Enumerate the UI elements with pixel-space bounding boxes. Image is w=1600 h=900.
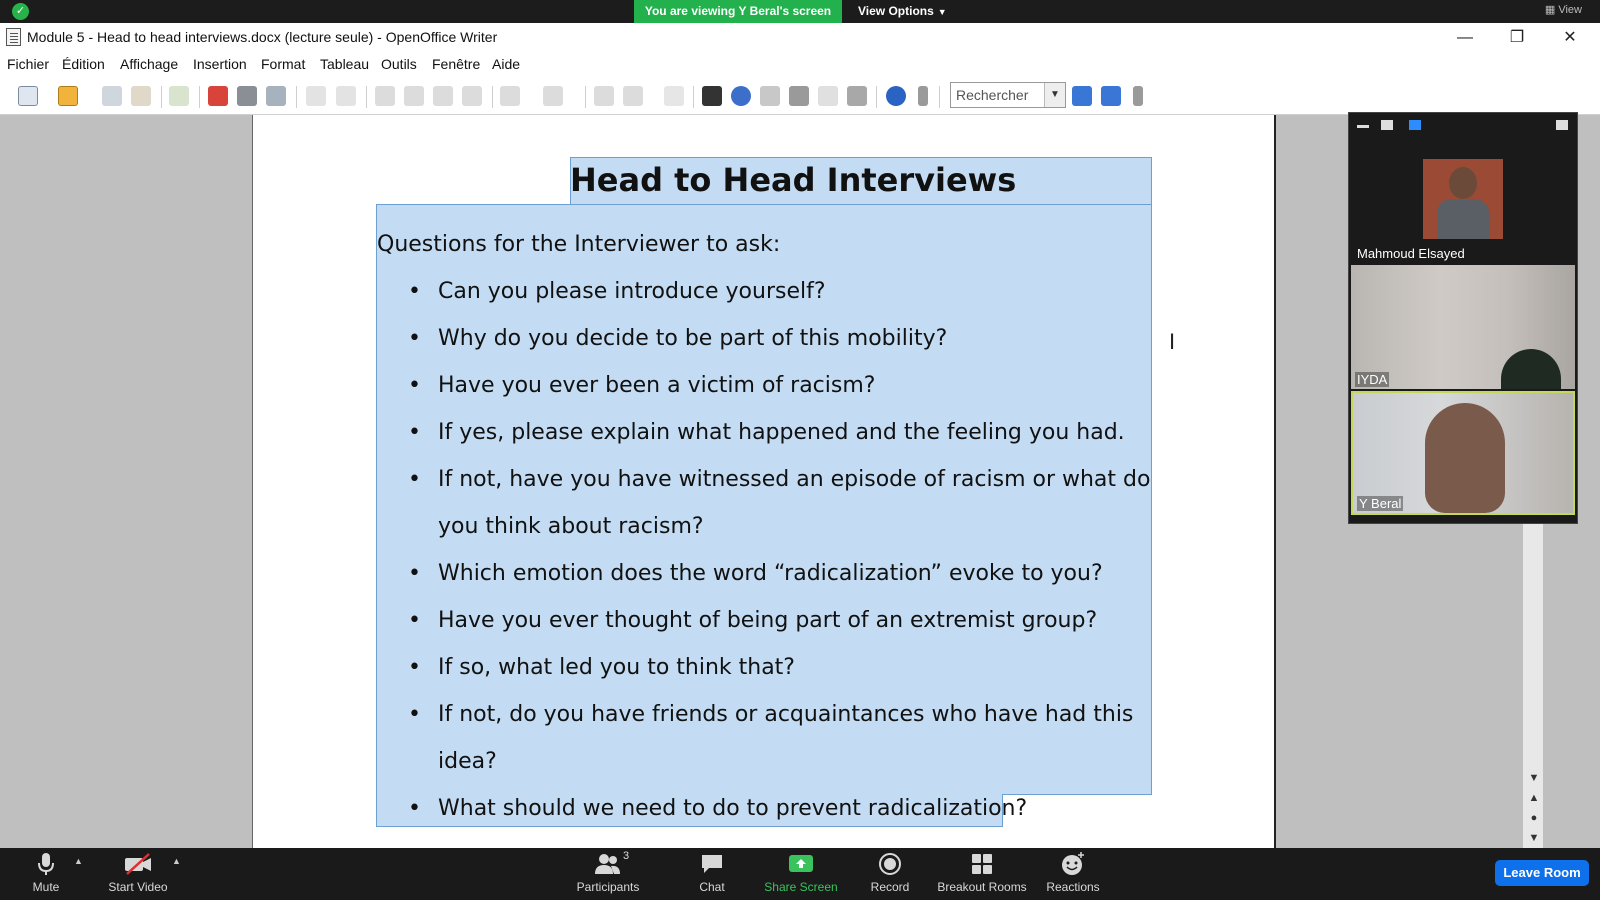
zoom-control-bar <box>0 848 1600 900</box>
toolbar-overflow-icon[interactable] <box>1133 86 1143 106</box>
menu-affichage[interactable]: Affichage <box>120 56 179 72</box>
share-screen-label: Share Screen <box>764 880 838 894</box>
participant-face <box>1425 403 1505 513</box>
participant-name: Mahmoud Elsayed <box>1357 246 1465 261</box>
export-pdf-icon[interactable] <box>208 86 228 106</box>
chat-icon <box>700 852 724 876</box>
toolbar-separator <box>876 86 877 108</box>
chevron-up-icon[interactable]: ▲ <box>172 856 181 866</box>
video-panel-header <box>1349 113 1577 137</box>
close-icon[interactable]: ✕ <box>1563 29 1577 46</box>
question-text: If not, have you have witnessed an episode of racism or what do <box>438 467 1151 492</box>
question-text: idea? <box>438 749 497 774</box>
bullet-icon: • <box>408 702 421 727</box>
bullet-icon: • <box>408 561 421 586</box>
toolbar-overflow-icon[interactable] <box>918 86 928 106</box>
toolbar-separator <box>492 86 493 108</box>
search-input[interactable]: Rechercher <box>950 82 1066 108</box>
participants-icon <box>593 852 623 876</box>
text-cursor-icon: I <box>1169 329 1176 354</box>
avatar-face <box>1449 167 1477 199</box>
question-text: Have you ever been a victim of racism? <box>438 373 876 398</box>
email-icon[interactable] <box>131 86 151 106</box>
bullet-icon: • <box>408 279 421 304</box>
minimize-video-icon[interactable] <box>1357 125 1369 128</box>
toolbar-separator <box>585 86 586 108</box>
question-text: If so, what led you to think that? <box>438 655 795 680</box>
participant-tile[interactable] <box>1351 265 1575 389</box>
chevron-up-icon[interactable]: ▲ <box>74 856 83 866</box>
chevron-down-icon: ▼ <box>937 7 947 17</box>
participant-name: IYDA <box>1357 372 1388 387</box>
chat-label: Chat <box>699 880 725 894</box>
shield-icon[interactable]: ✓ <box>12 3 29 20</box>
video-panel <box>1348 112 1578 524</box>
formatting-marks-icon[interactable] <box>818 86 838 106</box>
breakout-rooms-label: Breakout Rooms <box>937 880 1027 894</box>
data-sources-icon[interactable] <box>789 86 809 106</box>
chevron-down-icon[interactable]: ▼ <box>1044 83 1065 107</box>
toolbar-separator <box>693 86 694 108</box>
copy-icon[interactable] <box>404 86 424 106</box>
cut-icon[interactable] <box>375 86 395 106</box>
print-preview-icon[interactable] <box>266 86 286 106</box>
participant-tile-active[interactable] <box>1351 391 1575 515</box>
share-screen-icon <box>788 852 814 876</box>
edit-file-icon[interactable] <box>169 86 189 106</box>
minimize-icon[interactable]: — <box>1457 29 1473 46</box>
bullet-icon: • <box>408 608 421 633</box>
next-page-icon[interactable]: ▼ <box>1528 832 1540 844</box>
bullet-icon: • <box>408 420 421 445</box>
avatar-shirt <box>1437 199 1489 239</box>
participants-count: 3 <box>623 850 630 862</box>
save-icon[interactable] <box>102 86 122 106</box>
question-text: Which emotion does the word “radicalization” evoke to you? <box>438 561 1103 586</box>
hyperlink-icon[interactable] <box>594 86 614 106</box>
menu-outils[interactable]: Outils <box>381 56 417 72</box>
toolbar-separator <box>939 86 940 108</box>
redo-icon[interactable] <box>543 86 563 106</box>
toolbar-separator <box>366 86 367 108</box>
bullet-icon: • <box>408 796 421 821</box>
open-folder-icon[interactable] <box>58 86 78 106</box>
bullet-icon: • <box>408 655 421 680</box>
bullet-icon: • <box>408 467 421 492</box>
gallery-icon[interactable] <box>760 86 780 106</box>
restore-icon[interactable]: ❐ <box>1509 29 1525 46</box>
question-text: Can you please introduce yourself? <box>438 279 826 304</box>
view-options-label: View Options <box>858 4 934 18</box>
thumbnail-view-icon[interactable] <box>1381 120 1393 130</box>
participant-tile[interactable] <box>1351 139 1575 263</box>
avatar <box>1423 159 1503 239</box>
menu-insertion[interactable]: Insertion <box>193 56 247 72</box>
menu-tableau[interactable]: Tableau <box>320 56 370 72</box>
zoom-top-banner <box>0 0 1600 23</box>
autospellcheck-icon[interactable] <box>336 86 356 106</box>
paste-icon[interactable] <box>433 86 453 106</box>
toolbar-separator <box>161 86 162 108</box>
table-icon[interactable] <box>623 86 643 106</box>
writer-app-icon <box>6 28 21 46</box>
chair-shape <box>1501 349 1561 389</box>
menu-fichier[interactable]: Fichier <box>7 56 50 72</box>
toolbar-separator <box>296 86 297 108</box>
participants-label: Participants <box>576 880 640 894</box>
menu-edition[interactable]: Édition <box>62 56 105 72</box>
record-label: Record <box>870 880 910 894</box>
menu-fenetre[interactable]: Fenêtre <box>432 56 481 72</box>
menu-format[interactable]: Format <box>261 56 306 72</box>
draw-functions-icon[interactable] <box>664 86 684 106</box>
view-button-label: View <box>1558 4 1582 16</box>
viewing-banner: You are viewing Y Beral's screen <box>634 0 842 23</box>
question-text: What should we need to do to prevent radicalization? <box>438 796 1028 821</box>
question-text: Why do you decide to be part of this mobility? <box>438 326 948 351</box>
print-icon[interactable] <box>237 86 257 106</box>
question-text: Have you ever thought of being part of an extremist group? <box>438 608 1098 633</box>
window-title: Module 5 - Head to head interviews.docx (lecture seule) - OpenOffice Writer <box>27 29 498 45</box>
expand-video-icon[interactable] <box>1556 120 1568 130</box>
reactions-label: Reactions <box>1046 880 1100 894</box>
toolbar-separator <box>199 86 200 108</box>
start-video-label: Start Video <box>108 880 168 894</box>
list-view-icon[interactable] <box>1409 120 1421 130</box>
menu-bar <box>0 53 1600 77</box>
video-off-icon <box>123 852 153 876</box>
format-paintbrush-icon[interactable] <box>462 86 482 106</box>
reactions-icon <box>1060 852 1086 876</box>
participant-name: Y Beral <box>1359 496 1402 511</box>
grid-icon: ▦ <box>1544 4 1556 16</box>
navigator-icon[interactable] <box>731 86 751 106</box>
standard-toolbar <box>0 77 1600 115</box>
document-title: Head to Head Interviews <box>570 161 1017 199</box>
navigation-icon[interactable]: ● <box>1530 812 1538 824</box>
participants-button[interactable] <box>553 852 663 894</box>
document-subheading: Questions for the Interviewer to ask: <box>377 232 781 257</box>
bullet-icon: • <box>408 326 421 351</box>
mute-label: Mute <box>32 880 60 894</box>
find-replace-icon[interactable] <box>702 86 722 106</box>
scroll-down-icon[interactable]: ▼ <box>1528 772 1540 784</box>
undo-icon[interactable] <box>500 86 520 106</box>
previous-page-icon[interactable]: ▲ <box>1528 792 1540 804</box>
help-icon[interactable] <box>886 86 906 106</box>
spellcheck-icon[interactable] <box>306 86 326 106</box>
view-button[interactable] <box>1545 3 1582 16</box>
leave-room-button[interactable]: Leave Room <box>1495 860 1589 886</box>
window-titlebar <box>0 23 1600 53</box>
reactions-button[interactable] <box>1018 852 1128 894</box>
new-document-icon[interactable] <box>18 86 38 106</box>
microphone-icon <box>36 852 56 876</box>
find-previous-icon[interactable] <box>1101 86 1121 106</box>
menu-aide[interactable]: Aide <box>492 56 521 72</box>
question-text: If yes, please explain what happened and the feeling you had. <box>438 420 1125 445</box>
question-text: If not, do you have friends or acquaintances who have had this <box>438 702 1134 727</box>
breakout-rooms-icon <box>970 852 994 876</box>
question-text: you think about racism? <box>438 514 704 539</box>
view-options-button[interactable] <box>858 0 947 23</box>
find-next-icon[interactable] <box>1072 86 1092 106</box>
bullet-icon: • <box>408 373 421 398</box>
zoom-icon[interactable] <box>847 86 867 106</box>
record-icon <box>878 852 902 876</box>
